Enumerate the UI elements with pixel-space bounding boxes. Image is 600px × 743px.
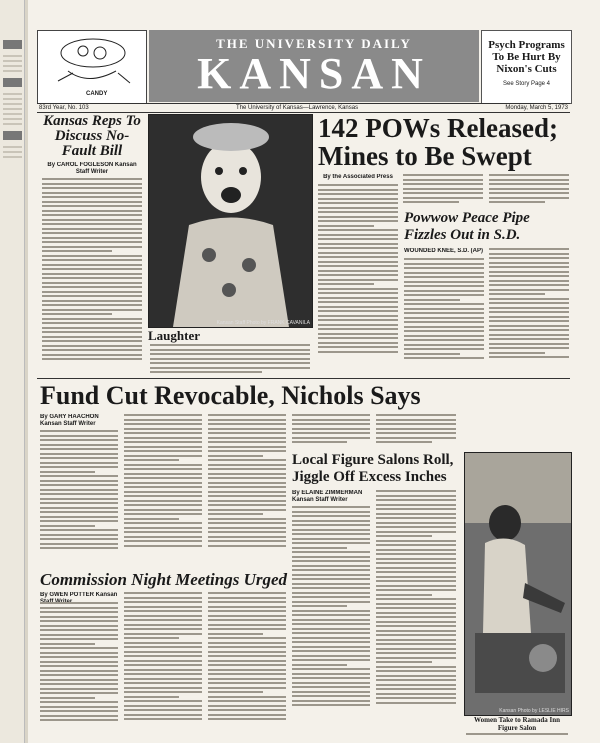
masthead [37, 30, 570, 102]
publisher: The University of Kansas—Lawrence, Kansas [236, 105, 359, 111]
teaser-reference: See Story Page 4 [502, 81, 551, 87]
clown-photo [148, 114, 313, 328]
volume-number: 83rd Year, No. 103 [39, 105, 89, 111]
commission-body-col2 [124, 592, 202, 736]
ramada-caption-text [466, 733, 568, 739]
commission-byline: By GWEN POTTER Kansan [40, 592, 118, 598]
figure-salon-photo [464, 452, 572, 716]
nameplate-top: THE UNIVERSITY DAILY [216, 36, 412, 51]
salon-illustration-icon [465, 453, 571, 715]
commission-body-col1 [40, 602, 118, 736]
pows-body-col3 [489, 174, 569, 206]
fund-cut-body-col2 [124, 414, 202, 566]
fund-cut-body-col1 [40, 430, 118, 566]
commission-headline: Commission Night Meetings Urged [40, 570, 288, 589]
adjacent-page-edge [0, 0, 25, 743]
dateline [37, 103, 570, 113]
cartoon-box [37, 30, 147, 104]
nameplate [149, 30, 479, 102]
powwow-byline: WOUNDED KNEE, S.D. (AP) [404, 248, 484, 254]
kansas-reps-body [42, 178, 142, 368]
ramada-caption-headline: Women Take to Ramada Inn Figure Salon [474, 716, 560, 732]
powwow-body-col1 [404, 258, 484, 374]
section-divider [37, 378, 570, 379]
teaser-box[interactable] [481, 30, 572, 104]
salons-headline: Local Figure Salons Roll, Jiggle Off Excess Inches [292, 452, 454, 485]
fund-cut-body-col3 [208, 414, 286, 566]
salons-body-col1 [292, 506, 370, 736]
issue-date: Monday, March 5, 1973 [505, 105, 568, 111]
commission-body-col3 [208, 592, 286, 736]
powwow-headline: Powwow Peace Pipe Fizzles Out in S.D. [404, 210, 530, 243]
cartoon-caption: CANDY [86, 91, 108, 97]
pows-body-col2 [403, 174, 483, 206]
teaser-headline: Psych Programs To Be Hurt By Nixon's Cuts [488, 39, 565, 75]
fund-cut-body-col5 [376, 414, 456, 448]
salons-byline: By ELAINE ZIMMERMAN Kansan Staff Writer [292, 490, 363, 503]
fund-cut-headline: Fund Cut Revocable, Nichols Says [40, 381, 421, 410]
kansas-reps-byline: By CAROL FOGLESON Kansan Staff Writer [47, 162, 137, 175]
laughter-photo-credit: Kansan Staff Photo by FRANK CAVANILA [216, 320, 310, 326]
powwow-body-col2 [489, 248, 569, 374]
nameplate-title: KANSAN [197, 49, 431, 98]
pows-byline: By the Associated Press [323, 174, 393, 180]
fund-cut-body-col4 [292, 414, 370, 448]
fund-cut-byline: By GARY HAACHON Kansan Staff Writer [40, 414, 99, 427]
ramada-photo-credit: Kansan Photo by LESLIE HIRS [499, 708, 569, 714]
pows-body-col1 [318, 184, 398, 374]
salons-body-col2 [376, 490, 456, 736]
laughter-headline: Laughter [148, 328, 200, 343]
cartoon-drawing-icon [38, 31, 144, 91]
kansas-reps-headline: Kansas Reps To Discuss No-Fault Bill [43, 113, 141, 159]
laughter-caption-text [150, 344, 310, 374]
pows-headline: 142 POWs Released; Mines to Be Swept [318, 113, 558, 171]
clown-illustration-icon [149, 115, 312, 327]
laughter-caption-box [148, 328, 228, 343]
